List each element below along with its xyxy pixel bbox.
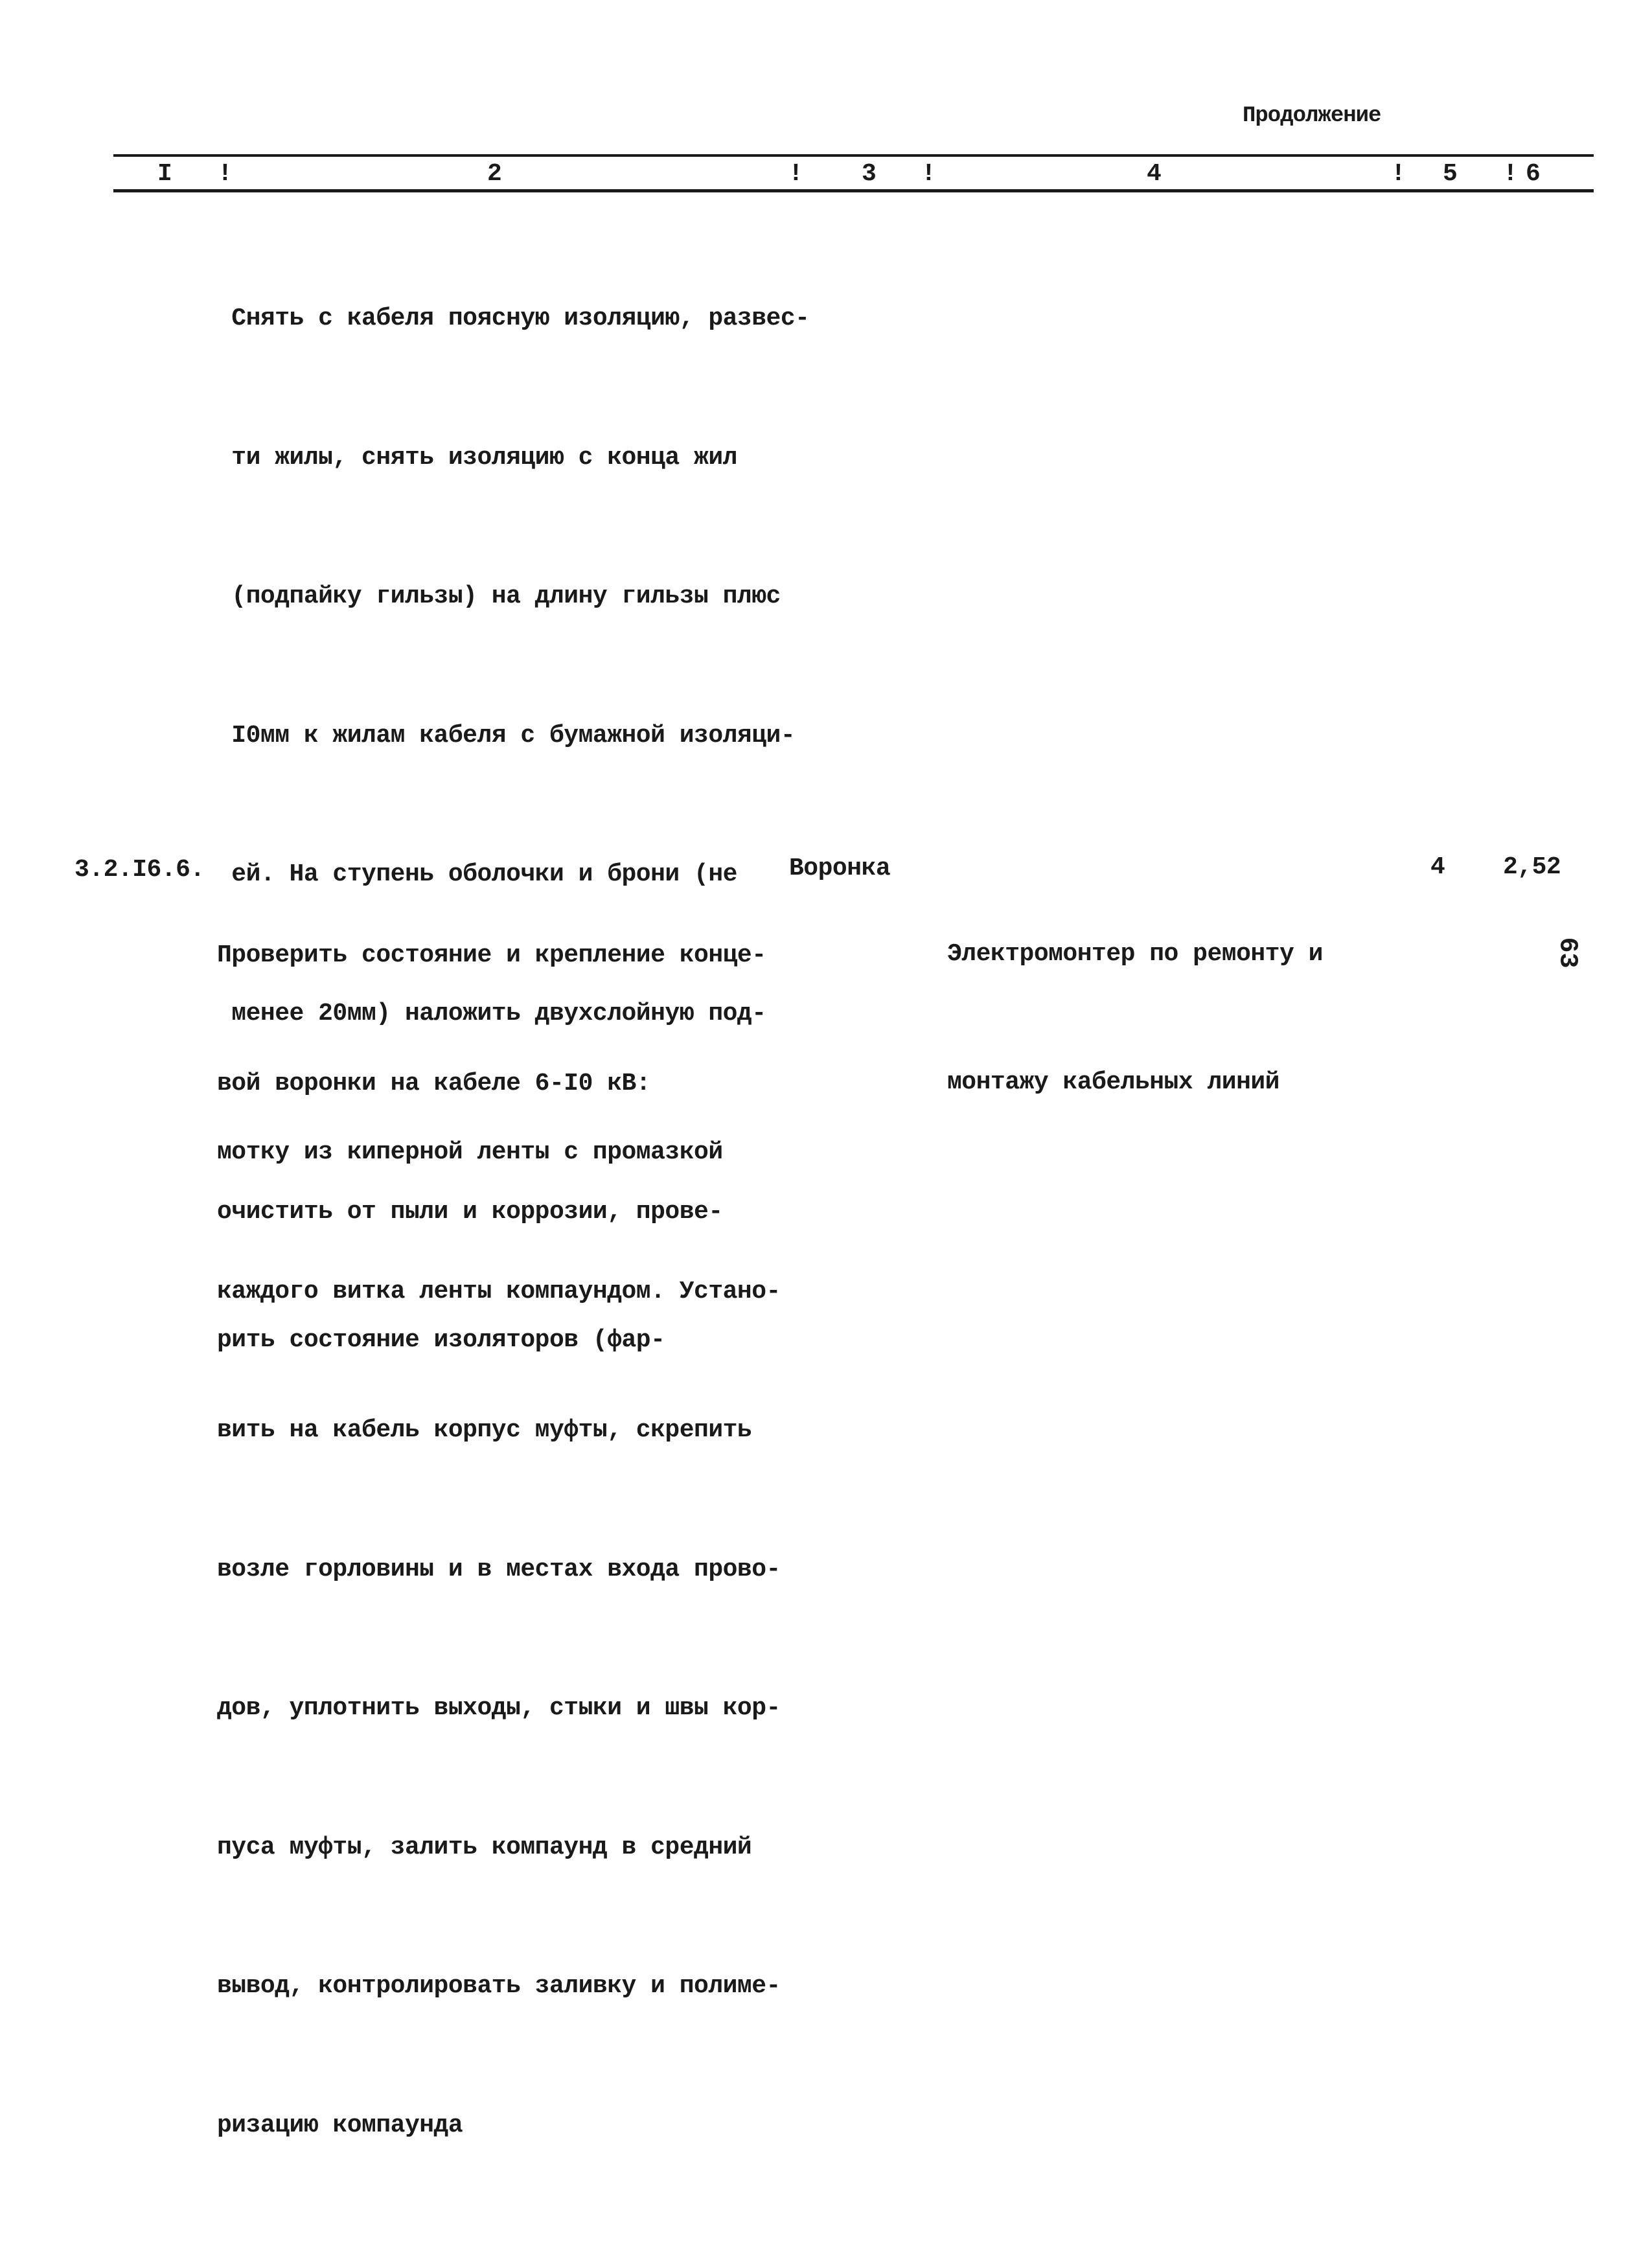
- header-bottom-rule: [113, 189, 1594, 192]
- header-col-1: I: [157, 160, 172, 188]
- header-col-3: 3: [862, 160, 877, 188]
- header-separator: !: [218, 160, 233, 188]
- row-worker: [947, 847, 1323, 1189]
- text-line: (подпайку гильзы) на длину гильзы плюс: [217, 582, 781, 610]
- header-col-2: 2: [487, 160, 502, 188]
- text-line: очистить от пыли и коррозии, прове-: [217, 1198, 723, 1226]
- text-line: дов, уплотнить выходы, стыки и швы кор-: [217, 1694, 781, 1722]
- text-line: ризацию компаунда: [217, 2111, 463, 2139]
- text-line: менее 20мм) наложить двухслойную под-: [217, 999, 766, 1028]
- text-line: вить на кабель корпус муфты, скрепить: [217, 1416, 752, 1444]
- header-col-4: 4: [1147, 160, 1162, 188]
- text-line: вой воронки на кабеле 6-I0 кВ:: [217, 1070, 651, 1098]
- page-number: 63: [1552, 937, 1582, 969]
- header-top-rule: [113, 154, 1594, 157]
- text-line: монтажу кабельных линий: [947, 1068, 1279, 1096]
- text-line: мотку из киперной ленты с промазкой: [217, 1138, 723, 1166]
- text-line: рить состояние изоляторов (фар-: [217, 1326, 665, 1354]
- row-number: 3.2.I6.6.: [75, 856, 205, 884]
- header-separator: !: [1391, 160, 1406, 188]
- text-line: I0мм к жилам кабеля с бумажной изоляци-: [217, 721, 796, 750]
- text-line: возле горловины и в местах входа прово-: [217, 1555, 781, 1583]
- header-separator: !: [921, 160, 936, 188]
- row-description: [217, 849, 766, 1447]
- text-line: пуса муфты, залить компаунд в средний: [217, 1833, 752, 1861]
- header-separator: !: [788, 160, 803, 188]
- row-norm: 2,52: [1503, 853, 1561, 881]
- text-line: Снять с кабеля поясную изоляцию, развес-: [217, 305, 810, 332]
- header-col-6: 6: [1526, 160, 1541, 188]
- header-separator: !: [1503, 160, 1518, 188]
- row-grade: 4: [1430, 853, 1445, 881]
- text-line: каждого витка ленты компаундом. Устано-: [217, 1277, 781, 1305]
- text-line: Проверить состояние и крепление конце-: [217, 941, 766, 969]
- header-col-5: 5: [1443, 160, 1458, 188]
- text-line: вывод, контролировать заливку и полиме-: [217, 1972, 781, 2000]
- row-object: Воронка: [789, 855, 891, 882]
- text-line: ти жилы, снять изоляцию с конца жил: [217, 443, 737, 472]
- text-line: ей. На ступень оболочки и брони (не: [217, 860, 737, 888]
- continuation-label: Продолжение: [1243, 104, 1381, 128]
- text-line: Электромонтер по ремонту и: [947, 940, 1323, 968]
